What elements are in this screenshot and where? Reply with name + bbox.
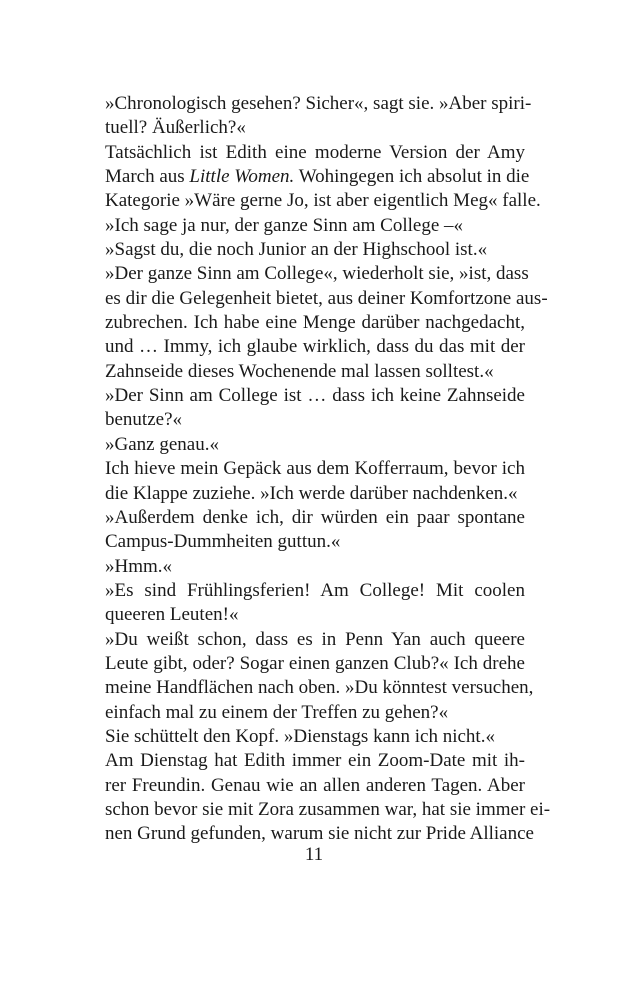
text-line: »Sagst du, die noch Junior an der Highschool ist.« xyxy=(105,239,488,261)
text-line: benutze?« xyxy=(105,409,183,431)
text-line: rer Freundin. Genau wie an allen anderen Tagen. Aber xyxy=(105,774,525,796)
body-text xyxy=(105,92,551,847)
text-line: »Chronologisch gesehen? Sicher«, sagt sie. »Aber spiri- xyxy=(105,93,532,114)
text-line-part: March aus xyxy=(105,166,190,188)
text-line: queeren Leuten!« xyxy=(105,604,239,626)
text-line: einfach mal zu einem der Treffen zu gehen?« xyxy=(105,701,449,723)
text-line: zubrechen. Ich habe eine Menge darüber nachgedacht, xyxy=(105,312,525,334)
text-line: »Ich sage ja nur, der ganze Sinn am College –« xyxy=(105,214,464,236)
text-line: »Es sind Frühlingsferien! Am College! Mit coolen xyxy=(105,579,525,601)
text-line: »Du weißt schon, dass es in Penn Yan auch queere xyxy=(105,628,525,650)
text-line: Am Dienstag hat Edith immer ein Zoom-Date mit ih- xyxy=(105,750,525,772)
text-line: »Hmm.« xyxy=(105,555,173,577)
text-line: Zahnseide dieses Wochenende mal lassen solltest.« xyxy=(105,360,494,382)
text-line: »Außerdem denke ich, dir würden ein paar spontane xyxy=(105,506,525,528)
text-line: es dir die Gelegenheit bietet, aus deiner Komfortzone aus- xyxy=(105,287,548,309)
text-line: und … Immy, ich glaube wirklich, dass du das mit der xyxy=(105,336,525,358)
text-line: nen Grund gefunden, warum sie nicht zur Pride Alliance xyxy=(105,823,534,845)
text-line: Sie schüttelt den Kopf. »Dienstags kann ich nicht.« xyxy=(105,725,495,747)
text-line: die Klappe zuziehe. »Ich werde darüber nachdenken.« xyxy=(105,482,518,504)
text-line: »Der ganze Sinn am College«, wiederholt sie, »ist, dass xyxy=(105,263,529,285)
text-line: Leute gibt, oder? Sogar einen ganzen Club?« Ich drehe xyxy=(105,652,525,674)
text-line: Tatsächlich ist Edith eine moderne Version der Amy xyxy=(105,141,525,163)
text-line: »Der Sinn am College ist … dass ich keine Zahnseide xyxy=(105,385,525,407)
text-line: Kategorie »Wäre gerne Jo, ist aber eigentlich Meg« falle. xyxy=(105,190,541,212)
book-title-italic: Little Women. xyxy=(189,166,295,188)
text-line-part: Wohingegen ich absolut in die xyxy=(294,166,530,188)
page-number: 11 xyxy=(304,844,324,865)
text-line: Ich hieve mein Gepäck aus dem Kofferraum, bevor ich xyxy=(105,458,525,480)
text-line: tuell? Äußerlich?« xyxy=(105,117,246,139)
text-line: Campus-Dummheiten guttun.« xyxy=(105,531,341,553)
text-line xyxy=(105,165,530,189)
text-line: »Ganz genau.« xyxy=(105,433,219,455)
text-line: meine Handflächen nach oben. »Du könntest versuchen, xyxy=(105,677,534,699)
text-line: schon bevor sie mit Zora zusammen war, hat sie immer ei- xyxy=(105,798,551,820)
